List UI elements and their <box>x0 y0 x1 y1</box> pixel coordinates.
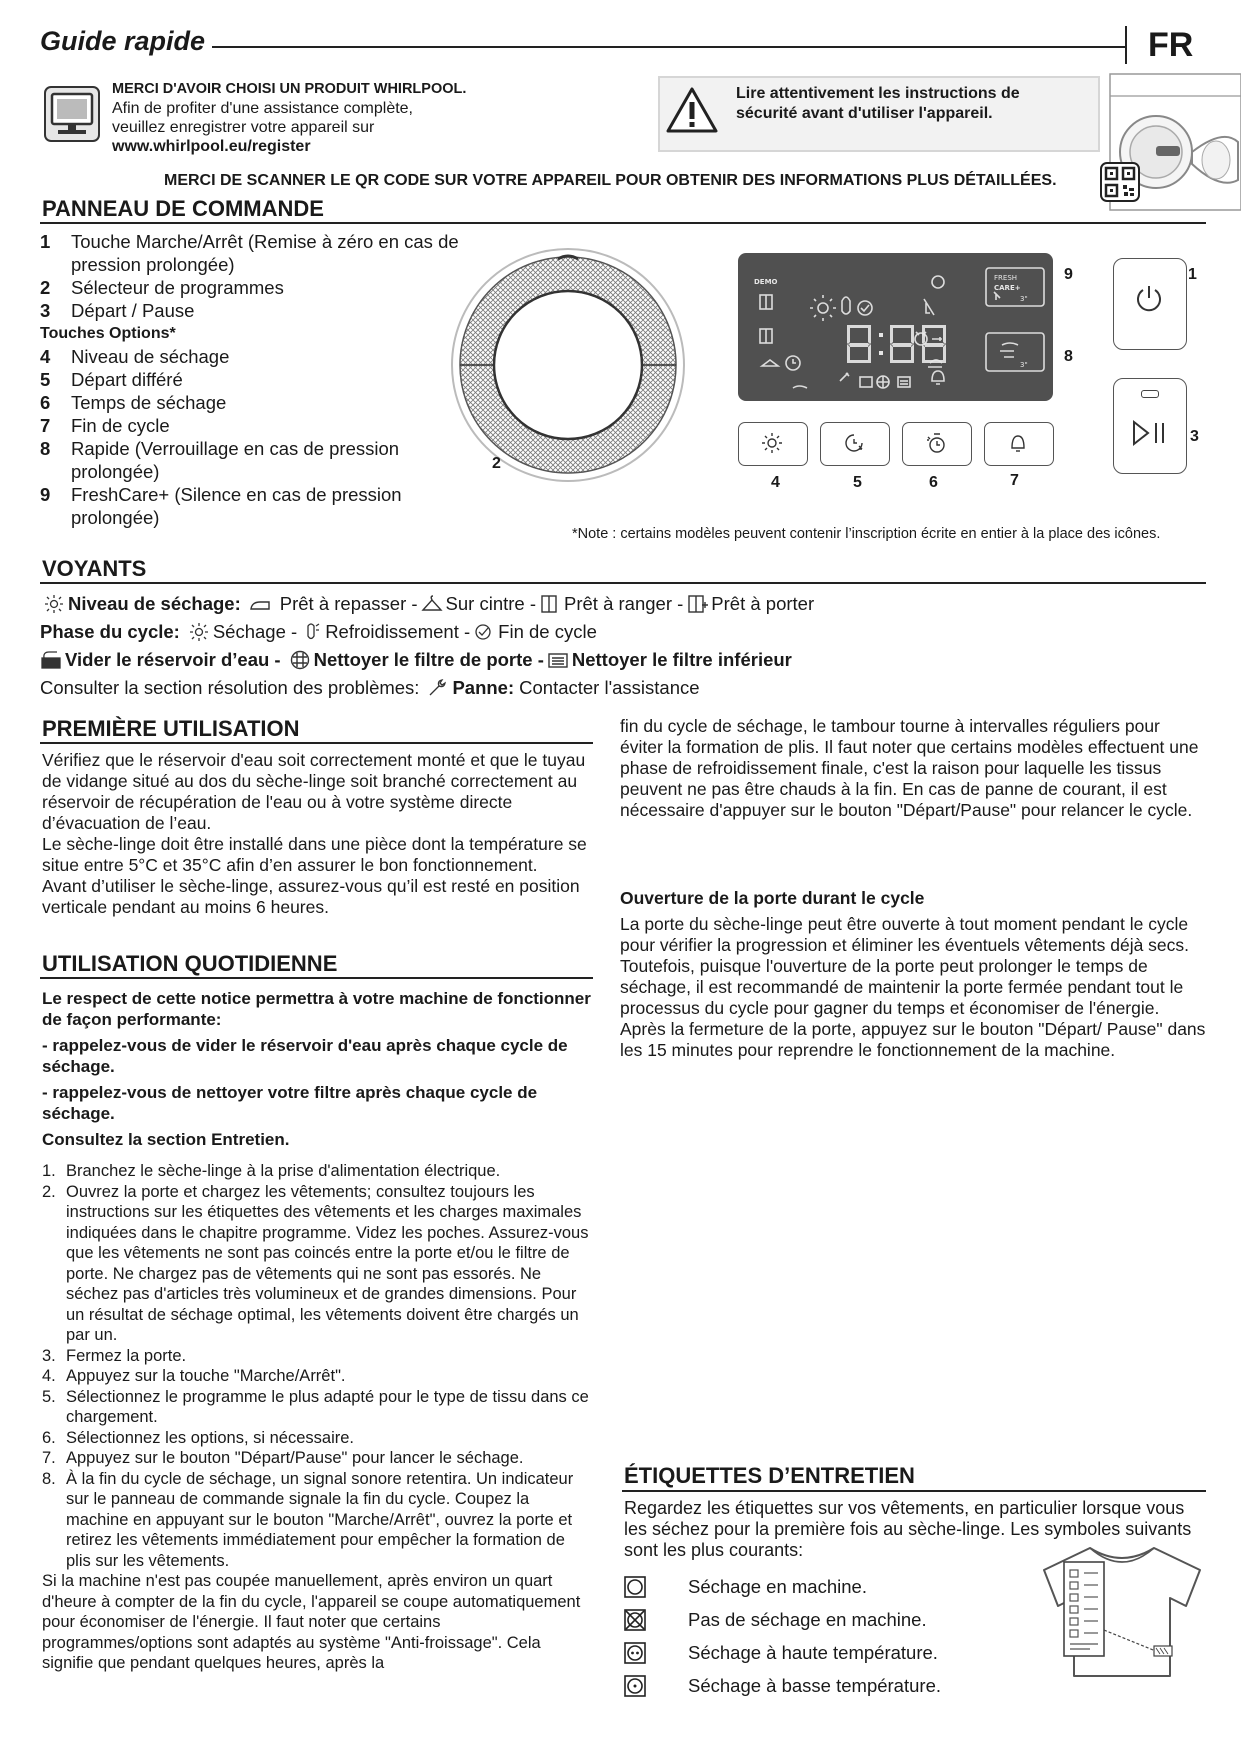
label-7: 7 <box>1010 472 1019 489</box>
anti-crease-text: fin du cycle de séchage, le tambour tourne à intervalles réguliers pour éviter la formation de plis. Il faut noter que certains modèles effectuent une phase de refroidissement finale, c'est la raison pour laquelle les tissus peuvent ne pas être chauds à la fin. En cas de panne de courant, il est nécessaire d'appuyer sur le bouton "Départ/Pause" pour relancer le cycle. <box>620 716 1199 820</box>
list-item: 2. Ouvrez la porte et chargez les vêtements; consultez toujours les instructions sur les étiquettes des vêtements et les charges maximales indiquées dans le chapitre programme. Videz les poches. Assurez-vous que les vêtements ne sont pas coincés entre la porte et/ou le filtre de porte. Ne chargez pas de vêtements qui ne sont pas essorés. Ne séchez pas d'articles très volumineux et de grandes dimensions. Pour un résultat de séchage optimal, les vêtements doivent être chargés un par un. <box>42 1182 589 1344</box>
list-item: 7. Appuyez sur le bouton "Départ/Pause" pour lancer le séchage. <box>42 1449 524 1467</box>
program-selector-dial[interactable] <box>448 245 688 485</box>
registration-notice <box>112 80 552 156</box>
iron-dry-label: Prêt à repasser - <box>279 593 418 614</box>
troubleshoot-text: Consulter la section résolution des problèmes: <box>40 677 420 698</box>
control-panel-rule <box>40 222 1206 224</box>
daily-use-title: UTILISATION QUOTIDIENNE <box>42 951 338 976</box>
label-4: 4 <box>771 474 780 491</box>
empty-tank-label: Vider le réservoir d’eau - <box>65 649 281 670</box>
list-item: 8. À la fin du cycle de séchage, un signal sonore retentira. Un indicateur sur le panneau de commande signale la fin du cycle. Coupez la machine en appuyant sur le bouton "Marche/Arrêt", ouvrez la porte et retirez les vêtements immédiatement pour empêcher la formation de plis sur les vêtements. <box>42 1469 574 1570</box>
care-label-text: Pas de séchage en machine. <box>688 1609 927 1630</box>
control-panel-legend <box>40 230 460 529</box>
indicators-row-dryness <box>40 593 814 615</box>
models-note: *Note : certains modèles peuvent contenir l’inscription écrite en entier à la place des icônes. <box>572 526 1161 542</box>
daily-use-reminder-filter: - rappelez-vous de nettoyer votre filtre après chaque cycle de séchage. <box>42 1083 538 1123</box>
registration-thanks: MERCI D'AVOIR CHOISI UN PRODUIT WHIRLPOOL. <box>112 81 467 97</box>
start-indicator-led <box>1141 390 1159 398</box>
indicators-row-phase <box>40 621 597 643</box>
hanger-icon <box>421 594 443 614</box>
dryness-level-label: Niveau de séchage: <box>68 593 241 614</box>
indicators-title: VOYANTS <box>42 556 147 581</box>
legend-item: 2 Sélecteur de programmes <box>40 277 284 298</box>
care-label-row <box>624 1675 941 1697</box>
clean-lower-filter-label: Nettoyer le filtre inférieur <box>571 649 792 670</box>
fault-value: Contacter l'assistance <box>519 677 700 698</box>
tshirt-care-label-illustration <box>1040 1540 1205 1680</box>
care-label-row <box>624 1609 927 1631</box>
sun-icon <box>188 622 210 642</box>
cooling-phase-label: Refroidissement - <box>325 621 471 642</box>
label-1: 1 <box>1188 266 1197 283</box>
list-item: 3. Fermez la porte. <box>42 1346 187 1365</box>
label-2: 2 <box>492 455 501 472</box>
label-8: 8 <box>1064 348 1073 365</box>
label-6: 6 <box>929 474 938 491</box>
page-title: Guide rapide <box>40 26 206 56</box>
door-opening-p2: Toutefois, puisque l'ouverture de la porte peut prolonger le temps de séchage, il est recommandé de maintenir la porte fermée pendant tout le processus du cycle pour gagner du temps et économiser de l'énergie. <box>620 956 1184 1018</box>
legend-item: 7 Fin de cycle <box>40 415 170 436</box>
display-fresh: FRESH <box>994 274 1018 282</box>
computer-icon <box>44 86 100 142</box>
language-code: FR <box>1148 26 1194 64</box>
list-item: 1. Branchez le sèche-linge à la prise d'alimentation électrique. <box>42 1162 501 1180</box>
daily-use-intro: Le respect de cette notice permettra à votre machine de fonctionner de façon performante: <box>42 989 591 1029</box>
care-labels-intro: Regardez les étiquettes sur vos vêtements, en particulier lorsque vous les séchez pour la première fois au sèche-linge. Les symboles suivants sont les plus courants: <box>624 1498 1192 1560</box>
care-labels-title: ÉTIQUETTES D’ENTRETIEN <box>624 1463 915 1488</box>
wrench-icon <box>427 678 449 698</box>
label-9: 9 <box>1064 266 1073 283</box>
sun-icon <box>760 431 784 455</box>
header-rule <box>212 46 1125 48</box>
qr-scan-notice: MERCI DE SCANNER LE QR CODE SUR VOTRE APPAREIL POUR OBTENIR DES INFORMATIONS PLUS DÉTAILLÉES. <box>164 172 1057 189</box>
cupboard-dry-label: Prêt à ranger - <box>564 593 684 614</box>
timer-icon <box>924 431 948 455</box>
legend-item: 3 Départ / Pause <box>40 300 195 321</box>
indicators-rule <box>40 582 1206 584</box>
care-label-text: Séchage à haute température. <box>688 1642 938 1663</box>
tumble-dry-icon <box>624 1576 646 1598</box>
first-use-title: PREMIÈRE UTILISATION <box>42 716 300 741</box>
first-use-rule <box>40 742 593 744</box>
legend-item: 9 FreshCare+ (Silence en cas de pression prolongée) <box>40 484 402 528</box>
iron-icon <box>249 594 271 614</box>
daily-use-reminder-tank: - rappelez-vous de vider le réservoir d'eau après chaque cycle de séchage. <box>42 1036 568 1076</box>
options-header: Touches Options* <box>40 325 176 342</box>
care-label-row <box>624 1576 867 1598</box>
display-t3b: 3" <box>1020 361 1028 369</box>
first-use-p2: Le sèche-linge doit être installé dans une pièce dont la température se situe entre 5°C et 35°C afin d’en assurer le bon fonctionnement. <box>42 834 587 875</box>
daily-use-see-maintenance: Consultez la section Entretien. <box>42 1130 290 1149</box>
daily-use-reminders <box>42 988 594 1150</box>
first-use-p3: Avant d’utiliser le sèche-linge, assurez-vous qu’il est resté en position verticale pendant au moins 6 heures. <box>42 876 580 917</box>
care-label-text: Séchage à basse température. <box>688 1675 941 1696</box>
registration-url[interactable]: www.whirlpool.eu/register <box>112 138 311 155</box>
delay-clock-icon <box>842 431 866 455</box>
daily-use-steps <box>42 1161 590 1674</box>
no-tumble-dry-icon <box>624 1609 646 1631</box>
legend-item: 4 Niveau de séchage <box>40 346 230 367</box>
play-pause-icon <box>1130 418 1170 448</box>
check-circle-icon <box>473 622 495 642</box>
label-3: 3 <box>1190 428 1199 445</box>
daily-use-rule <box>40 977 593 979</box>
legend-item: 5 Départ différé <box>40 369 183 390</box>
door-filter-icon <box>289 650 311 670</box>
first-use-text <box>42 750 594 918</box>
sun-icon <box>43 594 65 614</box>
high-temp-dry-icon <box>624 1642 646 1664</box>
legend-item: 1 Touche Marche/Arrêt (Remise à zéro en cas de pression prolongée) <box>40 231 459 275</box>
warning-icon <box>666 86 718 134</box>
care-label-text: Séchage en machine. <box>688 1576 867 1597</box>
registration-line2: Afin de profiter d'une assistance complète, <box>112 100 413 117</box>
cupboard-icon <box>539 594 561 614</box>
water-tank-icon <box>40 650 62 670</box>
fault-label: Panne: <box>452 677 515 698</box>
display-demo: DEMO <box>754 278 778 286</box>
safety-text: Lire attentivement les instructions de sécurité avant d'utiliser l'appareil. <box>736 85 1020 122</box>
list-item: 6. Sélectionnez les options, si nécessaire. <box>42 1428 354 1447</box>
end-cycle-label: Fin de cycle <box>498 621 597 642</box>
indicators-row-troubleshoot <box>40 677 700 699</box>
display-t3a: 3" <box>1020 295 1028 303</box>
indicators-row-maintenance <box>40 649 792 671</box>
door-opening-p1: La porte du sèche-linge peut être ouverte à tout moment pendant le cycle pour vérifier la progression et éliminer les éventuels vêtements déjà secs. <box>620 914 1190 955</box>
door-opening-p3: Après la fermeture de la porte, appuyez sur le bouton "Départ/ Pause" dans les 15 minutes pour reprendre le fonctionnement de la machine. <box>620 1019 1206 1060</box>
first-use-p1: Vérifiez que le réservoir d'eau soit correctement monté et que le tuyau de vidange situé au dos du sèche-linge soit branché correctement au réservoir de récupération de l'eau ou à votre système directe d’évacuation de l’eau. <box>42 750 586 833</box>
legend-item: 6 Temps de séchage <box>40 392 227 413</box>
door-opening-title: Ouverture de la porte durant le cycle <box>620 888 925 908</box>
auto-off-text: Si la machine n'est pas coupée manuellement, après environ un quart d'heure à compter de la fin du cycle, l'appareil se coupe automatiquement pour économiser de l'énergie. Il faut noter que certains programmes/options sont adaptés au système "Anti-froissage". Cela signifie que pendant quelques heures, après la <box>42 1572 581 1672</box>
qr-code-icon <box>1100 162 1140 202</box>
cupboard-plus-icon <box>686 594 708 614</box>
legend-item: 8 Rapide (Verrouillage en cas de pression prolongée) <box>40 438 400 482</box>
power-icon <box>1133 282 1165 314</box>
registration-line3: veuillez enregistrer votre appareil sur <box>112 119 375 136</box>
cooling-icon <box>300 622 322 642</box>
drying-phase-label: Séchage - <box>212 621 298 642</box>
care-labels-rule <box>622 1490 1206 1492</box>
list-item: 4. Appuyez sur la touche "Marche/Arrêt". <box>42 1367 346 1385</box>
control-panel-title: PANNEAU DE COMMANDE <box>42 196 324 221</box>
list-item: 5. Sélectionnez le programme le plus adapté pour le type de tissu dans ce chargement. <box>42 1387 589 1426</box>
display-icons <box>738 253 1053 401</box>
hanger-dry-label: Sur cintre - <box>445 593 536 614</box>
low-temp-dry-icon <box>624 1675 646 1697</box>
clean-door-filter-label: Nettoyer le filtre de porte - <box>313 649 544 670</box>
display-care: CARE+ <box>994 284 1021 292</box>
door-opening-text <box>620 914 1206 1061</box>
bell-icon <box>1006 431 1030 455</box>
cycle-phase-label: Phase du cycle: <box>40 621 180 642</box>
care-label-row <box>624 1642 938 1664</box>
lower-filter-icon <box>547 650 569 670</box>
header-rule-end <box>1125 26 1127 64</box>
wear-dry-label: Prêt à porter <box>711 593 815 614</box>
label-5: 5 <box>853 474 862 491</box>
